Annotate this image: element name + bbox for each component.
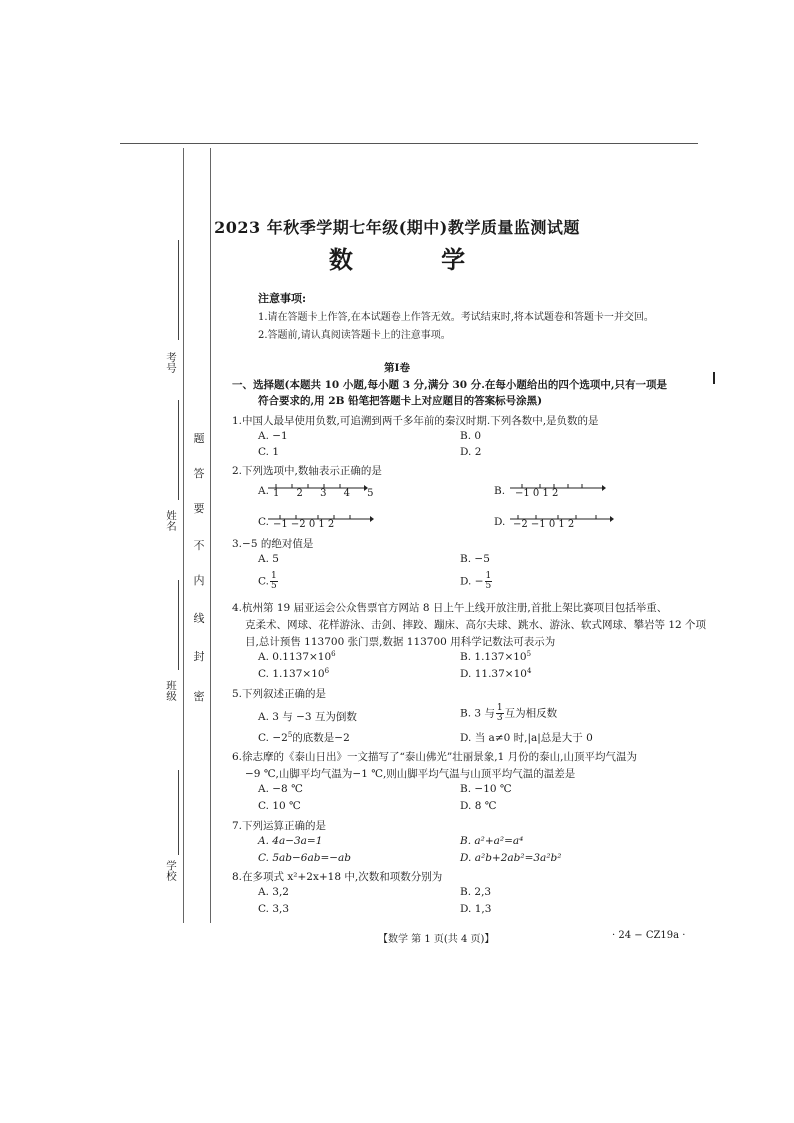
part-title: 第Ⅰ卷: [384, 362, 410, 374]
q7-option-d: D. a²b+2ab²=3a²b²: [460, 852, 562, 864]
q3-option-c: C. $\frac{1}{5}$: [258, 571, 277, 591]
xingming-line: [178, 400, 179, 500]
question-2: 2.下列选项中,数轴表示正确的是: [232, 465, 382, 477]
q3-option-a: A. 5: [258, 553, 279, 565]
sealed-char: 密: [193, 690, 205, 703]
sealed-char: 内: [193, 574, 205, 587]
question-4-line1: 4.杭州第 19 届亚运会公众售票官方网站 8 日上午上线开放注册,首批上架比赛项目包括举重、: [232, 602, 668, 614]
question-8: 8.在多项式 x²+2x+18 中,次数和项数分别为: [232, 871, 443, 883]
q2-option-a-label: A.: [258, 485, 269, 497]
page-footer: 【数学 第 1 页(共 4 页)】: [378, 934, 495, 945]
q4-option-a: A. $0.1137\times 10^6$: [258, 650, 336, 663]
q7-option-c: C. 5ab−6ab=−ab: [258, 852, 352, 864]
q7-option-b: B. a²+a²=a⁴: [460, 835, 524, 847]
q3-option-b: B. −5: [460, 553, 490, 565]
q2-option-c-label: C.: [258, 516, 269, 528]
q2-d-ticks: −2 −1 0 1 2: [513, 519, 575, 530]
q6-option-c: C. 10 ℃: [258, 800, 301, 812]
q4-option-b: B. $1.137\times 10^5$: [460, 650, 532, 663]
q5-option-c: C. $-2^5$的底数是−2: [258, 731, 350, 744]
q2-option-d-label: D.: [494, 516, 506, 528]
q6-option-d: D. 8 ℃: [460, 800, 497, 812]
top-border: [120, 143, 698, 144]
q1-option-d: D. 2: [460, 446, 482, 458]
q8-option-d: D. 1,3: [460, 903, 492, 915]
banji-label: 班级: [165, 680, 177, 701]
q6-option-b: B. −10 ℃: [460, 783, 512, 795]
subject-title: 数 学: [328, 245, 506, 274]
q2-b-ticks: −1 0 1 2: [515, 488, 559, 499]
q4-option-d: D. $11.37\times 10^4$: [460, 667, 532, 680]
q2-c-ticks: −1 −2 0 1 2: [273, 519, 335, 530]
banji-line: [178, 580, 179, 670]
q8-option-a: A. 3,2: [258, 886, 289, 898]
q1-option-c: C. 1: [258, 446, 280, 458]
q4-option-c: C. $1.137\times 10^6$: [258, 667, 330, 680]
sealed-char: 线: [193, 612, 205, 625]
question-7: 7.下列运算正确的是: [232, 820, 327, 832]
exam-title: 2023 年秋季学期七年级(期中)教学质量监测试题: [214, 218, 580, 237]
sealed-char: 答: [193, 467, 205, 480]
question-3: 3.−5 的绝对值是: [232, 538, 314, 550]
question-5: 5.下列叙述正确的是: [232, 688, 327, 700]
q6-option-a: A. −8 ℃: [258, 783, 303, 795]
q5-option-a: A. 3 与 −3 互为倒数: [258, 711, 357, 723]
xingming-label: 姓名: [165, 510, 177, 531]
notes-heading: 注意事项:: [258, 292, 307, 305]
q1-option-a: A. −1: [258, 430, 288, 442]
q8-option-c: C. 3,3: [258, 903, 290, 915]
xuexiao-line: [178, 770, 179, 855]
section-heading: 一、选择题(本题共 10 小题,每小题 3 分,满分 30 分.在每小题给出的四个选项中,只有一项是: [232, 379, 668, 391]
footer-code: · 24 − CZ19a ·: [612, 930, 686, 941]
q5-option-d: D. 当 a≠0 时,|a|总是大于 0: [460, 732, 593, 744]
q5-option-b: B. 3 与 $\frac{1}{3}$ 互为相反数: [460, 703, 558, 723]
xuexiao-label: 学校: [165, 860, 177, 881]
sealed-char: 不: [193, 539, 205, 552]
sealed-char: 题: [193, 432, 205, 445]
sealed-char: 要: [193, 502, 205, 515]
question-1: 1.中国人最早使用负数,可追溯到两千多年前的秦汉时期.下列各数中,是负数的是: [232, 415, 599, 427]
sealed-char: 封: [193, 650, 205, 663]
question-4-line2: 克柔术、网球、花样游泳、击剑、摔跤、蹦床、高尔夫球、跳水、游泳、软式网球、攀岩等 12 个项: [245, 619, 707, 631]
question-6-line1: 6.徐志摩的《泰山日出》一文描写了“泰山佛光”壮丽景象,1 月份的泰山,山顶平均气温为: [232, 751, 637, 763]
note-item: 1.请在答题卡上作答,在本试题卷上作答无效。考试结束时,将本试题卷和答题卡一并交回。: [258, 312, 654, 323]
question-4-line3: 目,总计预售 113700 张门票,数据 113700 用科学记数法可表示为: [245, 636, 556, 648]
question-6-line2: −9 ℃,山脚平均气温为−1 ℃,则山脚平均气温与山顶平均气温的温差是: [245, 768, 576, 780]
section-heading-cont: 符合要求的,用 2B 铅笔把答题卡上对应题目的答案标号涂黑): [258, 395, 543, 407]
q3-option-d: D. − $\frac{1}{5}$: [460, 571, 492, 591]
q2-a-ticks: 1 2 3 4 5: [273, 488, 381, 499]
q7-option-a: A. 4a−3a=1: [258, 835, 323, 847]
q1-option-b: B. 0: [460, 430, 482, 442]
note-item: 2.答题前,请认真阅读答题卡上的注意事项。: [258, 330, 451, 341]
q8-option-b: B. 2,3: [460, 886, 492, 898]
kaohao-label: 考号: [165, 352, 177, 373]
q2-option-b-label: B.: [494, 485, 506, 497]
